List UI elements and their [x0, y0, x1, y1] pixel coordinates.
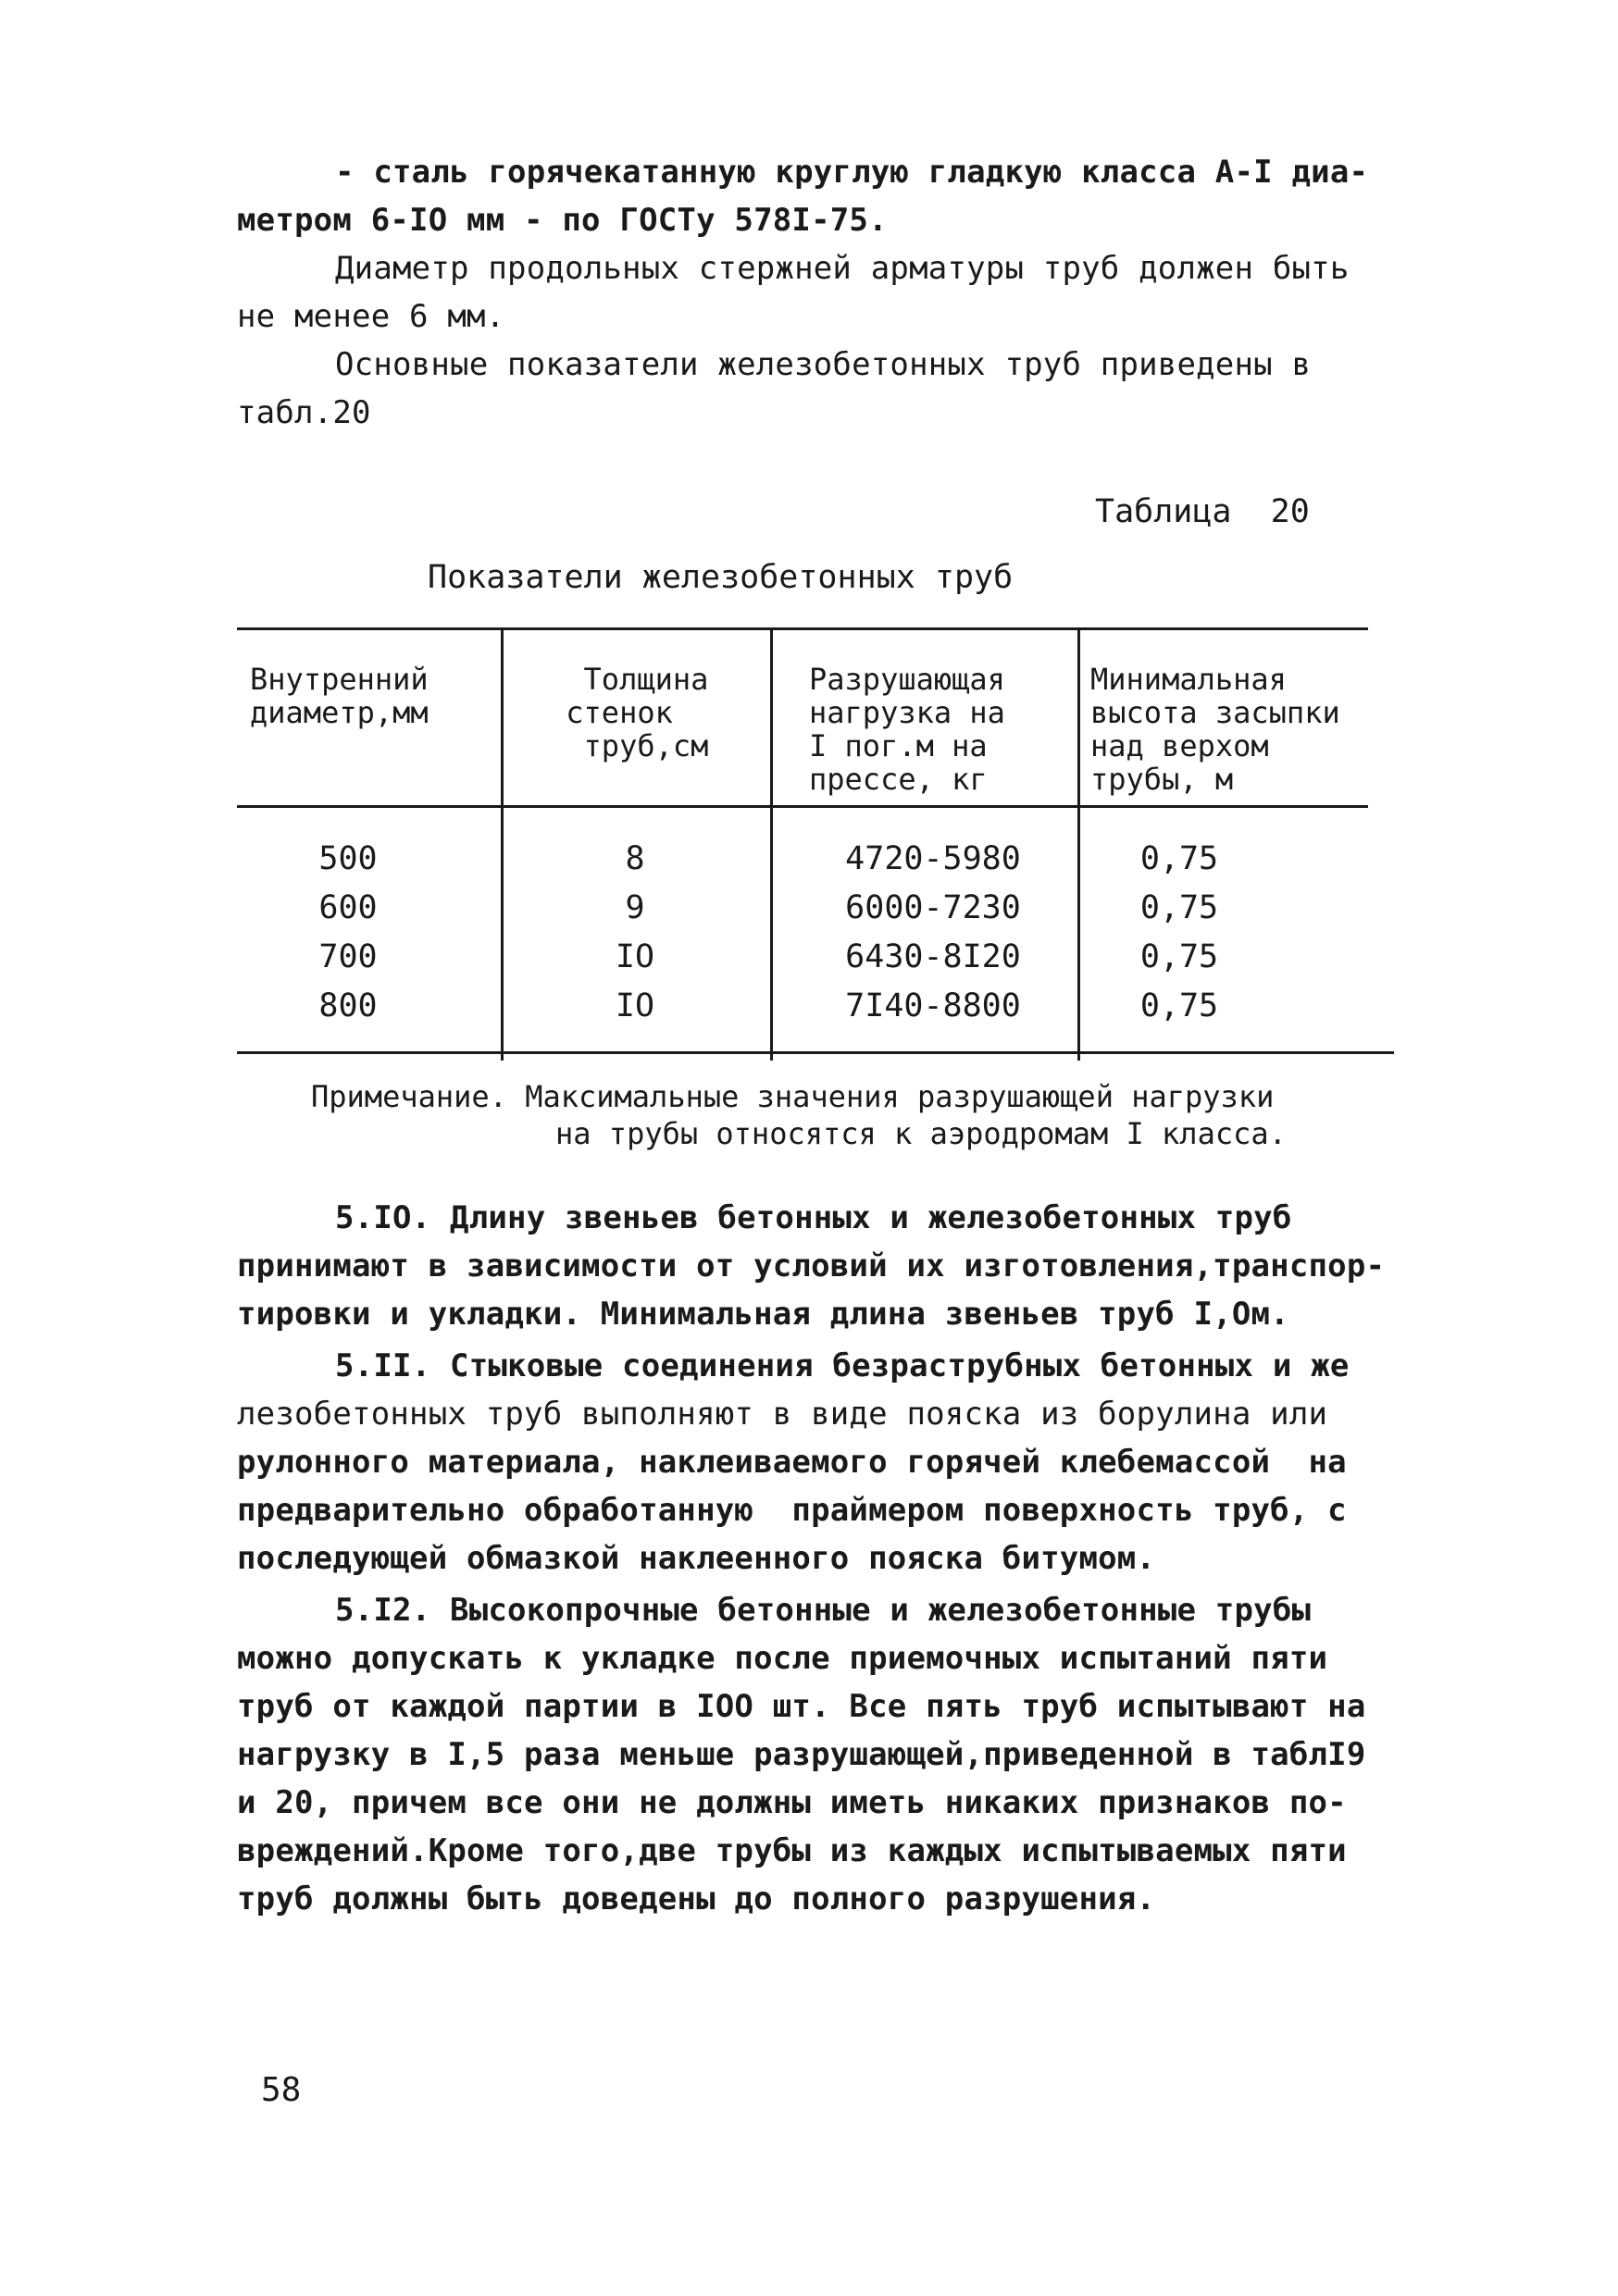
paragraph-line: табл.20	[237, 394, 371, 431]
column-height	[1124, 835, 1235, 1031]
table-cell: IO	[615, 987, 655, 1024]
column-load	[822, 835, 1044, 1031]
column-header-load: Разрушающая нагрузка на I пог.м на прессе, кг	[809, 662, 1005, 797]
paragraph-line: не менее 6 мм.	[237, 298, 505, 335]
table-cell: 6430-8I20	[845, 938, 1021, 975]
column-header-height: Минимальная высота засыпки над верхом трубы, м	[1090, 662, 1340, 797]
column-thickness	[579, 835, 691, 1031]
table-cell: 0,75	[1139, 889, 1219, 926]
paragraph-line: рулонного материала, наклеиваемого горячей клебемассой на	[237, 1444, 1347, 1481]
pipe-parameters-table	[237, 620, 1394, 1061]
table-header-rule	[237, 805, 1368, 808]
page-number: 58	[261, 2071, 302, 2109]
paragraph-line: последующей обмазкой наклеенного пояска битумом.	[237, 1540, 1156, 1577]
paragraph-line: принимают в зависимости от условий их изготовления,транспор-	[237, 1247, 1386, 1285]
paragraph-line: - сталь горячекатанную круглую гладкую класса А-I диа-	[335, 154, 1369, 191]
table-top-rule	[237, 627, 1368, 630]
table-cell: 9	[625, 889, 645, 926]
paragraph-line: вреждений.Кроме того,две трубы из каждых испытываемых пяти	[237, 1832, 1347, 1869]
table-cell: 700	[318, 938, 378, 975]
paragraph-line: нагрузку в I,5 раза меньше разрушающей,приведенной в таблI9	[237, 1736, 1366, 1773]
paragraph-line: труб от каждой партии в IOO шт. Все пять труб испытывают на	[237, 1688, 1366, 1725]
paragraph-line: лезобетонных труб выполняют в виде пояска из борулина или	[237, 1396, 1328, 1433]
table-column-divider	[501, 629, 504, 1061]
paragraph-line: метром 6-IO мм - по ГОСТу 578I-75.	[237, 202, 888, 239]
table-column-divider	[770, 629, 773, 1061]
paragraph-line: 5.II. Стыковые соединения безраструбных бетонных и же	[335, 1347, 1350, 1384]
table-note: на трубы относятся к аэродромам I класса.	[555, 1116, 1287, 1151]
table-note: Примечание. Максимальные значения разрушающей нагрузки	[311, 1079, 1275, 1114]
paragraph-line: Основные показатели железобетонных труб приведены в	[335, 346, 1312, 383]
paragraph-line: 5.IO. Длину звеньев бетонных и железобетонных труб	[335, 1199, 1292, 1236]
table-cell: 8	[625, 840, 645, 877]
table-cell: 500	[318, 840, 378, 877]
table-cell: 4720-5980	[845, 840, 1021, 877]
column-header-thickness: Толщина стенок труб,см	[566, 662, 709, 763]
paragraph-line: Диаметр продольных стержней арматуры труб должен быть	[335, 250, 1350, 287]
table-cell: IO	[615, 938, 655, 975]
table-cell: 600	[318, 889, 378, 926]
table-cell: 0,75	[1139, 987, 1219, 1024]
paragraph-line: предварительно обработанную праймером поверхность труб, с	[237, 1492, 1347, 1529]
paragraph-line: тировки и укладки. Минимальная длина звеньев труб I,Ом.	[237, 1296, 1289, 1333]
paragraph-line: труб должны быть доведены до полного разрушения.	[237, 1880, 1156, 1917]
table-cell: 800	[318, 987, 378, 1024]
paragraph-line: и 20, причем все они не должны иметь никаких признаков по-	[237, 1784, 1347, 1821]
column-header-diameter: Внутренний диаметр,мм	[250, 662, 429, 730]
table-cell: 7I40-8800	[845, 987, 1021, 1024]
column-diameter	[292, 835, 404, 1031]
table-cell: 0,75	[1139, 938, 1219, 975]
paragraph-line: 5.I2. Высокопрочные бетонные и железобетонные трубы	[335, 1592, 1312, 1629]
table-column-divider	[1077, 629, 1080, 1061]
table-bottom-rule	[237, 1051, 1394, 1054]
paragraph-line: можно допускать к укладке после приемочных испытаний пяти	[237, 1640, 1328, 1677]
table-label: Таблица 20	[1095, 493, 1310, 530]
table-title: Показатели железобетонных труб	[428, 559, 1014, 596]
table-cell: 6000-7230	[845, 889, 1021, 926]
table-cell: 0,75	[1139, 840, 1219, 877]
